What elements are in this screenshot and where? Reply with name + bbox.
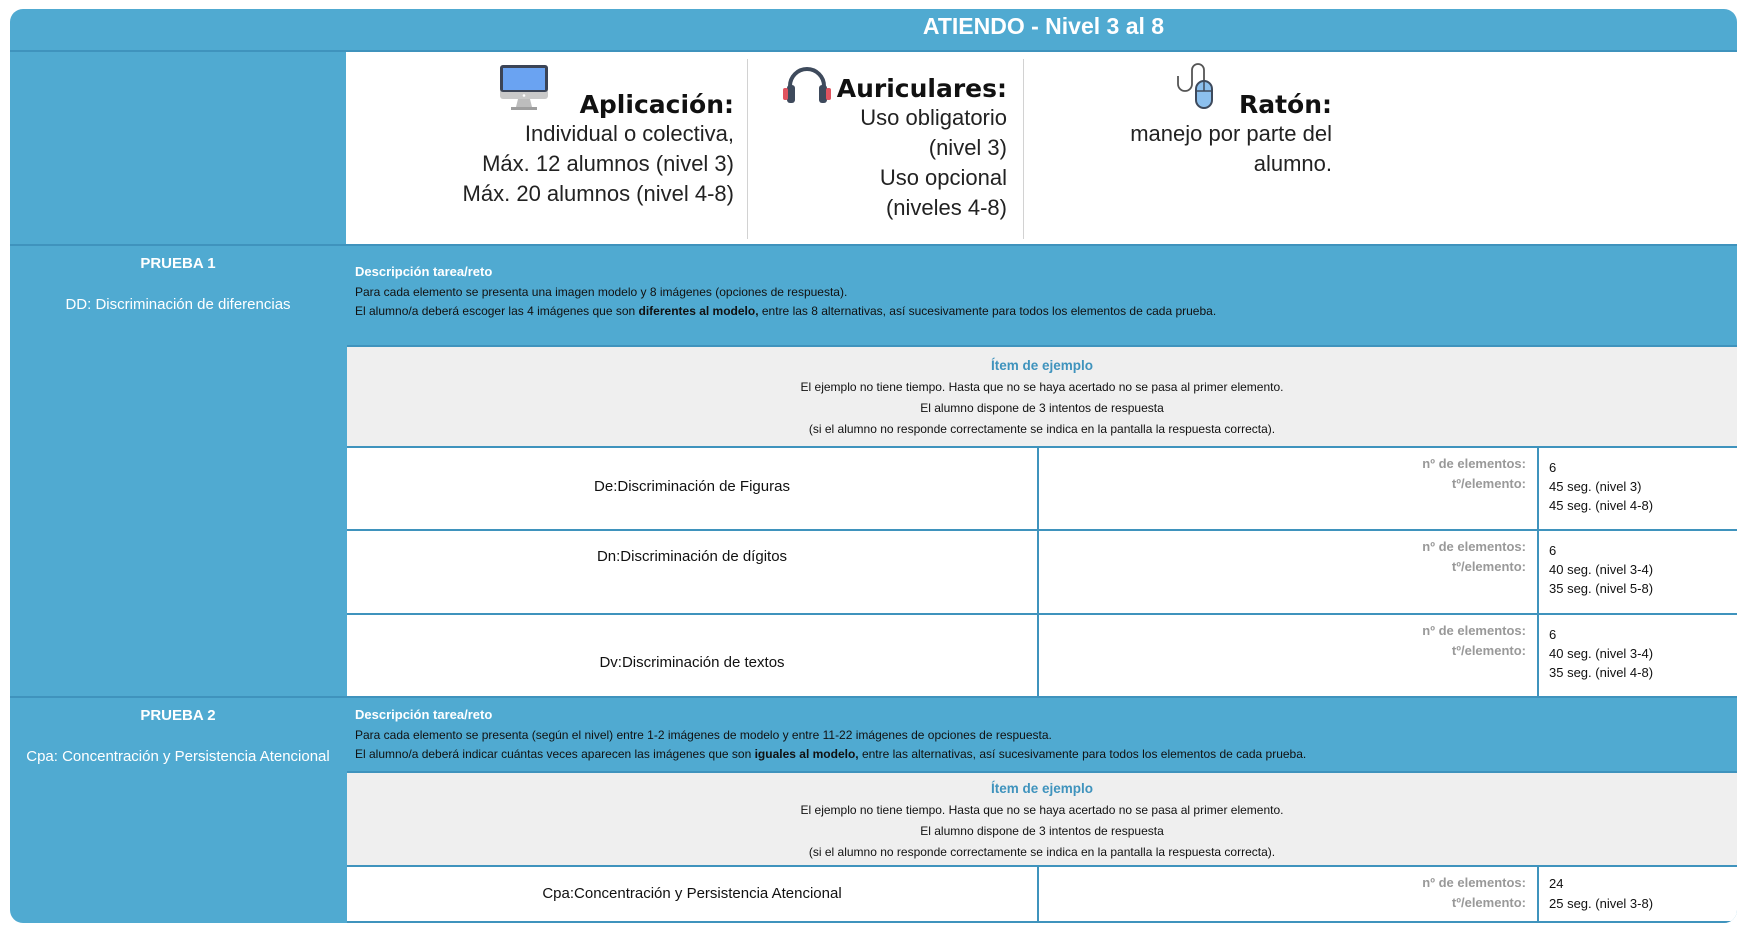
n-elementos-value: 6 [1549, 627, 1557, 642]
description-heading: Descripción tarea/reto [355, 264, 493, 279]
n-elementos-value: 6 [1549, 460, 1557, 475]
example-line: El alumno dispone de 3 intentos de respuesta [920, 824, 1164, 838]
text: entre las 8 alternativas, así sucesivamente para todos los elementos de cada prueba. [758, 304, 1217, 318]
prueba-title: PRUEBA 1 [140, 255, 216, 272]
subtest-values [1549, 458, 1653, 515]
auriculares-line: (niveles 4-8) [885, 195, 1007, 220]
example-line: El ejemplo no tiene tiempo. Hasta que no se haya acertado no se pasa al primer elemento. [800, 803, 1284, 817]
subtest-name: Dn:Discriminación de dígitos [596, 548, 788, 565]
prueba-title: PRUEBA 2 [140, 707, 216, 724]
auriculares-line: Uso obligatorio [860, 105, 1007, 130]
subtest-row [347, 448, 1737, 529]
description-line: Para cada elemento se presenta una imagen modelo y 8 imágenes (opciones de respuesta). [355, 285, 848, 299]
text: El alumno/a deberá escoger las 4 imágenes que son [355, 304, 639, 318]
aplicacion-line: Individual o colectiva, [524, 121, 734, 146]
t-elemento-value: 45 seg. (nivel 3) [1549, 479, 1642, 494]
prueba-1-label [10, 255, 346, 313]
n-elementos-value: 24 [1549, 876, 1564, 891]
prueba-subtitle: Cpa: Concentración y Persistencia Atencional [26, 748, 330, 765]
description-line [355, 302, 1729, 321]
cell-divider [1037, 448, 1039, 529]
cell-divider [1537, 615, 1539, 696]
t-elemento-label: tº/elemento: [1451, 895, 1526, 910]
auriculares-line: Uso opcional [879, 165, 1007, 190]
prueba-subtitle: DD: Discriminación de diferencias [65, 296, 291, 313]
description-box [347, 698, 1737, 771]
example-box [347, 773, 1737, 865]
t-elemento-label: tº/elemento: [1451, 476, 1526, 491]
n-elementos-value: 6 [1549, 543, 1557, 558]
subtest-labels [1422, 621, 1526, 661]
description-line [355, 745, 1729, 764]
raton-line: alumno. [1253, 151, 1332, 176]
column-divider [747, 59, 748, 239]
cell-divider [1037, 531, 1039, 613]
row-divider [10, 244, 1737, 246]
subtest-name: Cpa:Concentración y Persistencia Atencional [542, 885, 842, 902]
subtest-row [347, 615, 1737, 696]
example-line: (si el alumno no responde correctamente se indica en la pantalla la respuesta correcta). [808, 422, 1276, 436]
n-elementos-label: nº de elementos: [1422, 456, 1526, 471]
example-line: El alumno dispone de 3 intentos de respuesta [920, 401, 1164, 415]
page-title: ATIENDO - Nivel 3 al 8 [922, 13, 1165, 39]
subtest-labels [1422, 873, 1526, 913]
text: entre las alternativas, así sucesivamente para todos los elementos de cada prueba. [858, 747, 1307, 761]
info-row [346, 52, 1737, 245]
n-elementos-label: nº de elementos: [1422, 875, 1526, 890]
column-divider [1023, 59, 1024, 239]
example-line: (si el alumno no responde correctamente se indica en la pantalla la respuesta correcta). [808, 845, 1276, 859]
t-elemento-label: tº/elemento: [1451, 559, 1526, 574]
auriculares-line: (nivel 3) [928, 135, 1007, 160]
atiendo-table [10, 9, 1737, 923]
t-elemento-value: 35 seg. (nivel 4-8) [1549, 665, 1654, 680]
example-line: El ejemplo no tiene tiempo. Hasta que no se haya acertado no se pasa al primer elemento. [800, 380, 1284, 394]
raton-title: Ratón: [1238, 90, 1332, 119]
aplicacion-title: Aplicación: [579, 90, 734, 119]
cell-divider [1537, 867, 1539, 921]
n-elementos-label: nº de elementos: [1422, 623, 1526, 638]
t-elemento-value: 40 seg. (nivel 3-4) [1549, 562, 1654, 577]
bold-text: iguales al modelo, [754, 747, 859, 761]
table-header [10, 9, 1737, 52]
auriculares-title: Auriculares: [836, 74, 1007, 103]
t-elemento-value: 35 seg. (nivel 5-8) [1549, 581, 1654, 596]
example-box [347, 347, 1737, 446]
aplicacion-block [463, 90, 734, 209]
t-elemento-value: 45 seg. (nivel 4-8) [1549, 498, 1654, 513]
text: El alumno/a deberá indicar cuántas veces aparecen las imágenes que son [355, 747, 755, 761]
headphones-icon [780, 66, 834, 104]
t-elemento-label: tº/elemento: [1451, 643, 1526, 658]
raton-line: manejo por parte del [1130, 121, 1332, 146]
auriculares-block [837, 74, 1007, 223]
raton-block [1130, 90, 1332, 179]
row-divider [347, 921, 1737, 923]
subtest-values [1549, 541, 1653, 598]
aplicacion-line: Máx. 12 alumnos (nivel 3) [482, 151, 734, 176]
subtest-labels [1422, 537, 1526, 577]
subtest-name: De:Discriminación de Figuras [594, 478, 790, 495]
cell-divider [1037, 615, 1039, 696]
n-elementos-label: nº de elementos: [1422, 539, 1526, 554]
prueba-2-label [10, 707, 346, 765]
cell-divider [1037, 867, 1039, 921]
bold-text: diferentes al modelo, [638, 304, 759, 318]
aplicacion-line: Máx. 20 alumnos (nivel 4-8) [462, 181, 734, 206]
t-elemento-value: 25 seg. (nivel 3-8) [1549, 896, 1654, 911]
subtest-row [347, 867, 1737, 921]
subtest-values [1549, 625, 1653, 682]
subtest-name: Dv:Discriminación de textos [599, 654, 785, 671]
example-heading: Ítem de ejemplo [990, 358, 1094, 373]
subtest-labels [1422, 454, 1526, 494]
subtest-row [347, 531, 1737, 613]
cell-divider [1537, 531, 1539, 613]
subtest-values [1549, 874, 1653, 914]
example-heading: Ítem de ejemplo [990, 781, 1094, 796]
description-line: Para cada elemento se presenta (según el nivel) entre 1-2 imágenes de modelo y entre 11-22 imágenes de opciones de respuesta. [355, 728, 1052, 742]
cell-divider [1537, 448, 1539, 529]
description-heading: Descripción tarea/reto [355, 707, 493, 722]
description-box [347, 255, 1737, 350]
t-elemento-value: 40 seg. (nivel 3-4) [1549, 646, 1654, 661]
